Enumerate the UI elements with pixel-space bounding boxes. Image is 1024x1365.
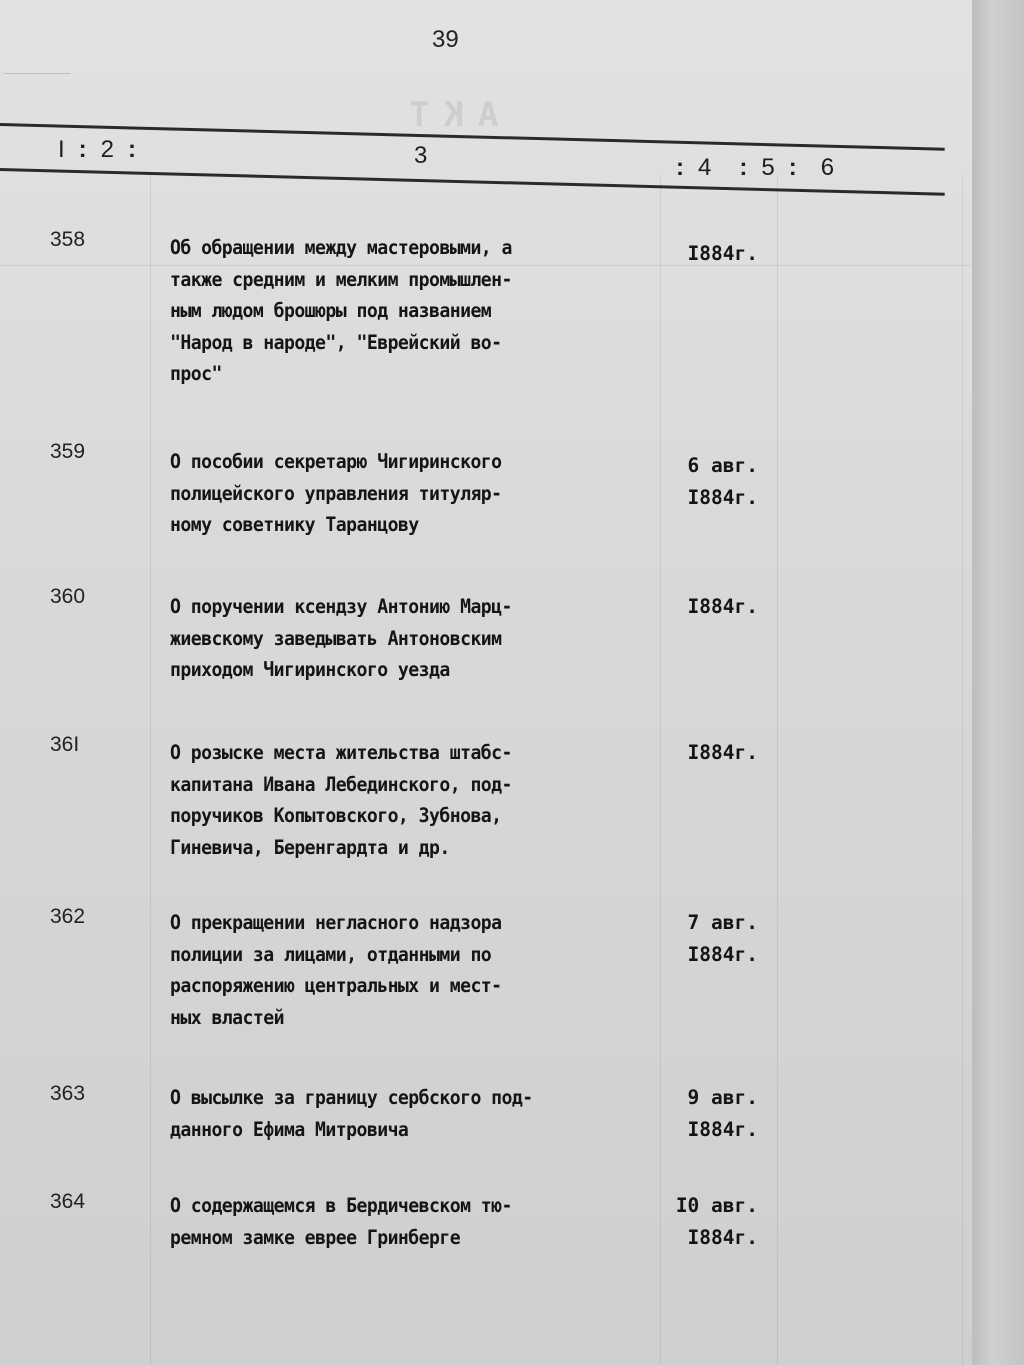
entry-number: 360	[50, 585, 86, 608]
entry-date: I884г.	[687, 595, 758, 618]
entry-number: 358	[50, 228, 86, 251]
entry-date: 7 авг. I884г.	[687, 911, 758, 966]
page-number: 39	[432, 26, 459, 53]
entry-number: 362	[50, 905, 86, 928]
entry-date: I0 авг. I884г.	[675, 1194, 758, 1249]
bleed-through-text	[4, 60, 70, 74]
entry-description: Об обращении между мастеровыми, а также средним и мелким промышлен- ным людом брошюры под названием "Народ в народе", "Еврейский во- прос"	[170, 236, 512, 385]
column-header-4-6: : 4 : 5 : 6	[676, 154, 835, 181]
column-header-1: I : 2 :	[58, 136, 137, 163]
entry-number: 359	[50, 440, 86, 463]
bleed-through-title: АКТ	[395, 95, 499, 135]
ghost-column-divider	[777, 175, 778, 1365]
entry-date: I884г.	[687, 741, 758, 764]
entry-description: О поручении ксендзу Антонию Марц- жиевскому заведывать Антоновским приходом Чигиринского уезда	[170, 595, 512, 681]
entry-description: О содержащемся в Бердичевском тю- ремном замке еврее Гринберге	[170, 1194, 512, 1249]
ghost-column-divider	[962, 175, 963, 1365]
entry-description: О прекращении негласного надзора полиции за лицами, отданными по распоряжению центральных и мест- ных властей	[170, 911, 502, 1029]
entry-number: 364	[50, 1190, 86, 1213]
entry-description: О высылке за границу сербского под- данного Ефима Митровича	[170, 1086, 533, 1141]
entry-number: 363	[50, 1082, 86, 1105]
entry-date: 6 авг. I884г.	[687, 454, 758, 509]
ghost-column-divider	[660, 175, 661, 1365]
ghost-column-divider	[150, 175, 151, 1365]
entry-number: 36I	[50, 733, 80, 756]
page-edge-background	[972, 0, 1024, 1365]
entry-description: О розыске места жительства штабс- капитана Ивана Лебединского, под- поручиков Копытовского, Зубнова, Гиневича, Беренгардта и др.	[170, 741, 512, 859]
entry-date: I884г.	[687, 242, 758, 265]
entry-date: 9 авг. I884г.	[687, 1086, 758, 1141]
column-header-3: 3	[414, 142, 428, 169]
entry-description: О пособии секретарю Чигиринского полицейского управления титуляр- ному советнику Таранцову	[170, 450, 502, 536]
